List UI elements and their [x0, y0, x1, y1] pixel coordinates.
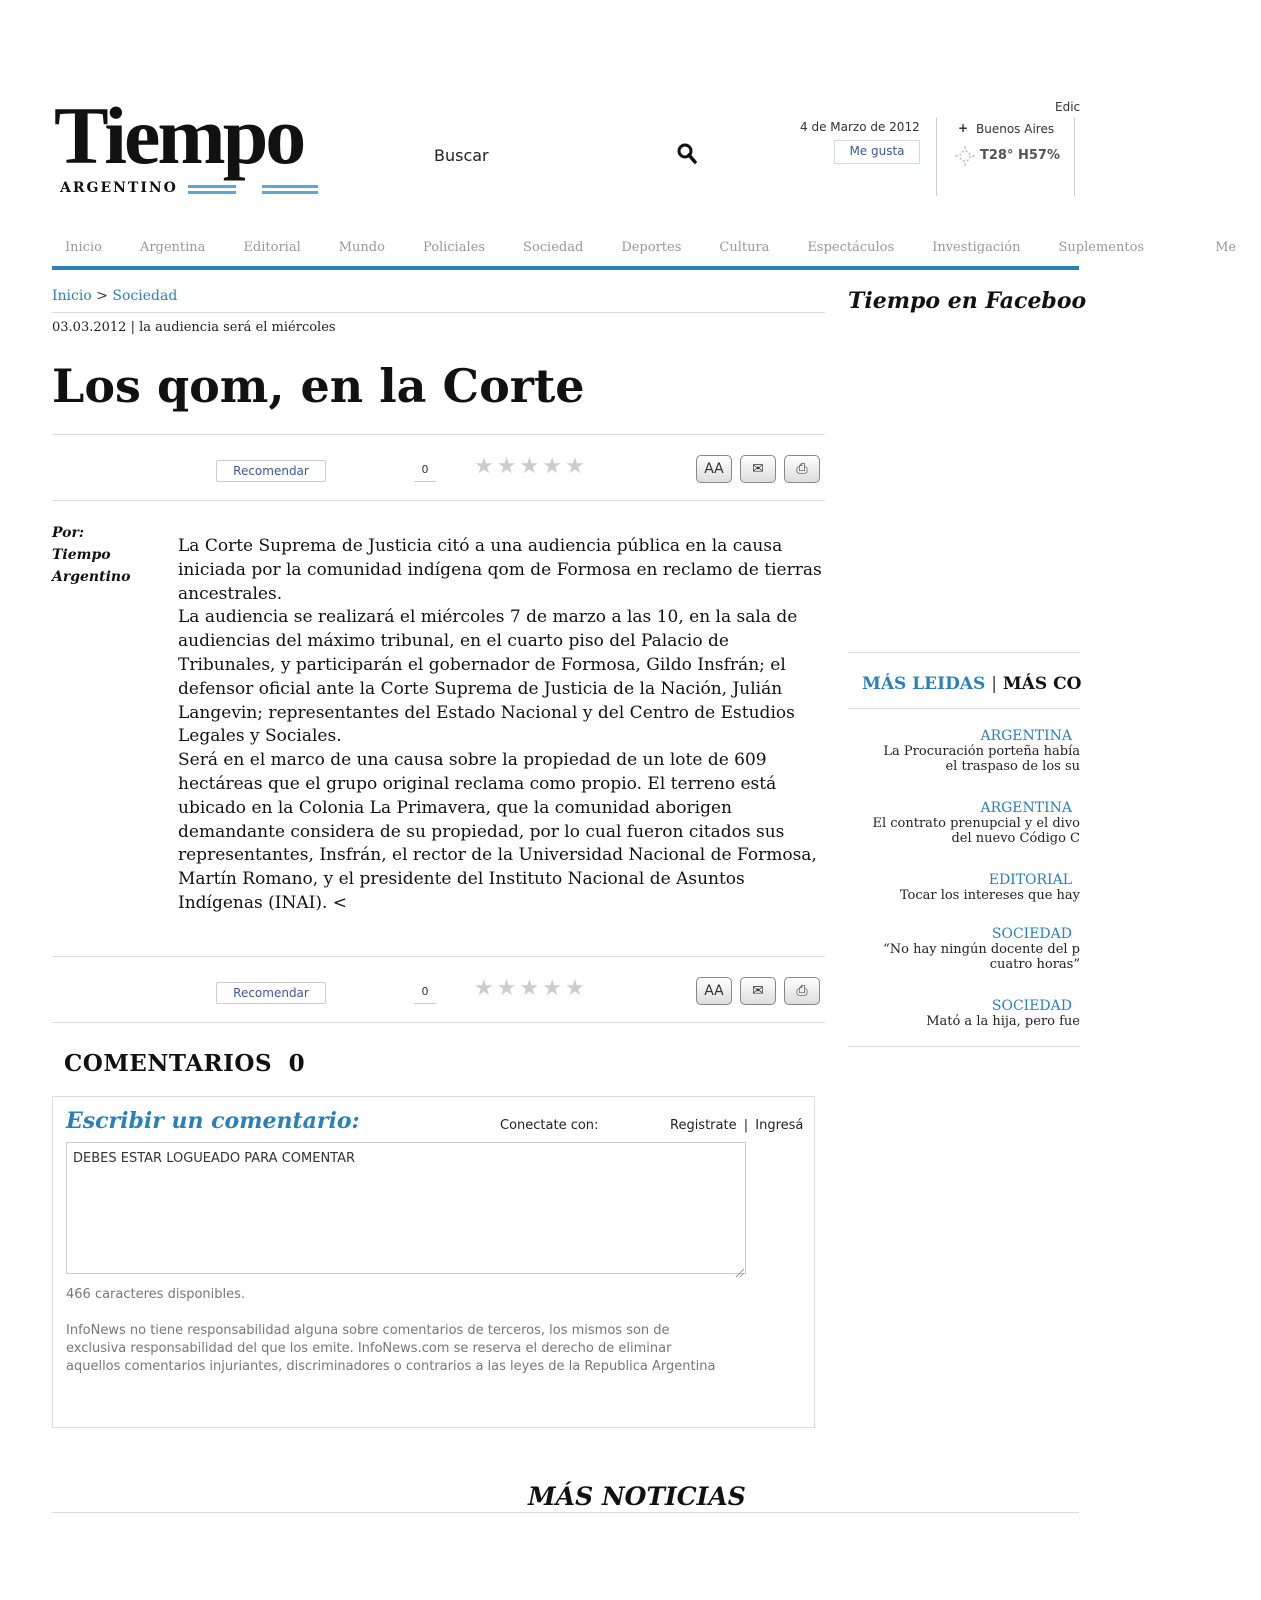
rating-stars	[474, 454, 588, 479]
nav-item-policiales[interactable]: Policiales	[422, 240, 486, 255]
header-divider	[1074, 118, 1075, 196]
byline-author: Tiempo	[52, 547, 111, 563]
site-logo[interactable]: Tiempo	[54, 90, 304, 181]
nav-item-inicio[interactable]: Inicio	[65, 240, 102, 255]
nav-item-argentina[interactable]: Argentina	[139, 240, 206, 255]
article-dateline: 03.03.2012 | la audiencia será el miércoles	[52, 320, 336, 335]
list-item-title[interactable]: El contrato prenupcial y el divo	[872, 816, 1080, 831]
list-item-title[interactable]: cuatro horas”	[989, 957, 1080, 972]
nav-item-mundo[interactable]: Mundo	[338, 240, 385, 255]
list-item-title[interactable]: “No hay ningún docente del p	[883, 942, 1080, 957]
star-icon[interactable]: ★	[564, 454, 585, 479]
list-item-title[interactable]: el traspaso de los su	[945, 759, 1080, 774]
logo-stripe	[262, 191, 318, 194]
print-icon[interactable]: ⎙	[784, 455, 820, 483]
logo-stripe	[188, 191, 236, 194]
register-link[interactable]: Registrate	[670, 1118, 737, 1133]
list-item[interactable]	[848, 800, 1080, 872]
list-item-title[interactable]: Tocar los intereses que hay	[899, 888, 1080, 903]
main-nav	[52, 240, 1237, 264]
header-divider	[936, 118, 937, 196]
tab-mas-leidas[interactable]: MÁS LEIDAS	[862, 674, 986, 694]
city-label[interactable]: Buenos Aires	[976, 122, 1055, 136]
article-title: Los qom, en la Corte	[52, 359, 585, 413]
star-icon[interactable]: ★	[564, 976, 585, 1001]
resize-handle-icon[interactable]	[734, 1262, 744, 1272]
article-body	[178, 535, 828, 916]
divider	[52, 1512, 1079, 1513]
font-size-icon[interactable]: AA	[696, 455, 732, 483]
nav-item-more[interactable]: Me	[1215, 240, 1237, 255]
divider	[848, 1046, 1080, 1047]
recommend-button[interactable]: Recomendar	[216, 982, 326, 1004]
list-item[interactable]	[848, 872, 1080, 926]
nav-item-editorial[interactable]: Editorial	[243, 240, 301, 255]
list-item-category[interactable]: EDITORIAL	[988, 872, 1072, 888]
star-icon[interactable]: ★	[474, 976, 494, 1001]
nav-underline	[52, 266, 1079, 270]
list-item-category[interactable]: SOCIEDAD	[991, 926, 1072, 942]
star-icon[interactable]: ★	[474, 454, 494, 479]
breadcrumb-home[interactable]: Inicio	[52, 288, 92, 304]
list-item-title[interactable]: del nuevo Código C	[951, 831, 1080, 846]
tab-mas-comentadas[interactable]: MÁS CO	[1002, 674, 1082, 694]
logo-stripe	[188, 185, 236, 188]
list-item-category[interactable]: SOCIEDAD	[991, 998, 1072, 1014]
facebook-like-button[interactable]: Me gusta	[834, 140, 920, 164]
header-date: 4 de Marzo de 2012	[800, 120, 920, 134]
star-icon[interactable]: ★	[519, 454, 540, 479]
list-item[interactable]	[848, 728, 1080, 800]
email-icon[interactable]: ✉	[740, 455, 776, 483]
divider	[52, 434, 825, 435]
list-item[interactable]	[848, 926, 1080, 998]
star-icon[interactable]: ★	[496, 976, 517, 1001]
divider	[848, 652, 1080, 653]
chars-available: 466 caracteres disponibles.	[66, 1287, 246, 1302]
star-icon[interactable]: ★	[496, 454, 517, 479]
recommend-count: 0	[414, 459, 436, 482]
byline-author: Argentino	[52, 569, 131, 585]
star-icon[interactable]: ★	[542, 976, 562, 1001]
list-item[interactable]	[848, 998, 1080, 1038]
divider	[52, 500, 825, 501]
search-icon[interactable]	[676, 142, 698, 164]
logo-stripe	[262, 185, 318, 188]
auth-links	[670, 1118, 803, 1133]
font-size-icon[interactable]: AA	[696, 977, 732, 1005]
breadcrumb-separator: >	[96, 288, 108, 304]
search-input[interactable]: Buscar	[434, 146, 489, 165]
list-item-category[interactable]: ARGENTINA	[980, 728, 1072, 744]
comments-disclaimer: InfoNews no tiene responsabilidad alguna sobre comentarios de terceros, los mismos son de exclusiva responsabilidad del que los emite. InfoNews.com se reserva el derecho de eliminar aquellos comentarios injuriantes, discriminadores o contrarios a las leyes de la Republica Argentina	[66, 1323, 716, 1374]
login-link[interactable]: Ingresá	[755, 1118, 804, 1133]
edition-label[interactable]: Edic	[1055, 100, 1081, 114]
recommend-button[interactable]: Recomendar	[216, 460, 326, 482]
rating-stars	[474, 976, 588, 1001]
divider	[52, 312, 825, 313]
nav-item-suplementos[interactable]: Suplementos	[1058, 240, 1145, 255]
more-news-heading: MÁS NOTICIAS	[528, 1482, 746, 1511]
site-logo-subtitle: ARGENTINO	[60, 180, 178, 196]
email-icon[interactable]: ✉	[740, 977, 776, 1005]
weather-readout: T28° H57%	[980, 148, 1060, 163]
nav-item-cultura[interactable]: Cultura	[719, 240, 770, 255]
breadcrumb	[52, 288, 177, 304]
comment-form-title: Escribir un comentario:	[66, 1108, 360, 1134]
list-item-category[interactable]: ARGENTINA	[980, 800, 1072, 816]
most-read-list	[848, 728, 1080, 1038]
sidebar-tabs	[862, 674, 1080, 694]
byline	[52, 522, 130, 588]
tab-separator: |	[991, 674, 997, 694]
facebook-widget-title: Tiempo en Faceboo	[848, 288, 1087, 314]
star-icon[interactable]: ★	[542, 454, 562, 479]
comments-heading	[64, 1050, 305, 1077]
comments-count: 0	[288, 1050, 306, 1077]
nav-item-investigacion[interactable]: Investigación	[932, 240, 1021, 255]
article-paragraph: La audiencia se realizará el miércoles 7 de marzo a las 10, en la sala de audiencias del máximo tribunal, en el cuarto piso del Palacio de Tribunales, y participarán el gobernador de Formosa, Gildo Insfrán; el defensor oficial ante la Corte Suprema de Justicia de la Nación, Julián Langevin; representantes del Estado Nacional y del Centro de Estudios Legales y Sociales.	[178, 607, 798, 747]
divider	[848, 708, 1080, 709]
list-item-title[interactable]: La Procuración porteña había	[883, 744, 1080, 759]
plus-icon[interactable]: +	[958, 121, 969, 135]
print-icon[interactable]: ⎙	[784, 977, 820, 1005]
auth-links-separator: |	[743, 1118, 749, 1133]
recommend-count: 0	[414, 981, 436, 1004]
nav-item-deportes[interactable]: Deportes	[621, 240, 682, 255]
article-paragraph: Será en el marco de una causa sobre la propiedad de un lote de 609 hectáreas que el grupo original reclama como propio. El terreno está ubicado en la Colonia La Primavera, que la comunidad aborigen demandante considera de su propiedad, por lo cual fueron citados sus representantes, Insfrán, el rector de la Universidad Nacional de Formosa, Martín Romano, y el presidente del Instituto Nacional de Asuntos Indígenas (INAI). <	[178, 750, 817, 913]
list-item-title[interactable]: Mató a la hija, pero fue	[926, 1014, 1080, 1029]
weather-sun-icon	[955, 146, 975, 166]
breadcrumb-section[interactable]: Sociedad	[112, 288, 178, 304]
connect-label: Conectate con:	[500, 1118, 599, 1133]
divider	[52, 956, 825, 957]
comment-textarea[interactable]: DEBES ESTAR LOGUEADO PARA COMENTAR	[66, 1142, 746, 1274]
byline-label: Por:	[52, 525, 85, 541]
nav-item-espectaculos[interactable]: Espectáculos	[807, 240, 895, 255]
article-paragraph: La Corte Suprema de Justicia citó a una audiencia pública en la causa iniciada por la comunidad indígena qom de Formosa en reclamo de tierras ancestrales.	[178, 536, 822, 604]
nav-item-sociedad[interactable]: Sociedad	[523, 240, 584, 255]
divider	[52, 1022, 825, 1023]
comments-heading-label: COMENTARIOS	[64, 1050, 273, 1077]
star-icon[interactable]: ★	[519, 976, 540, 1001]
